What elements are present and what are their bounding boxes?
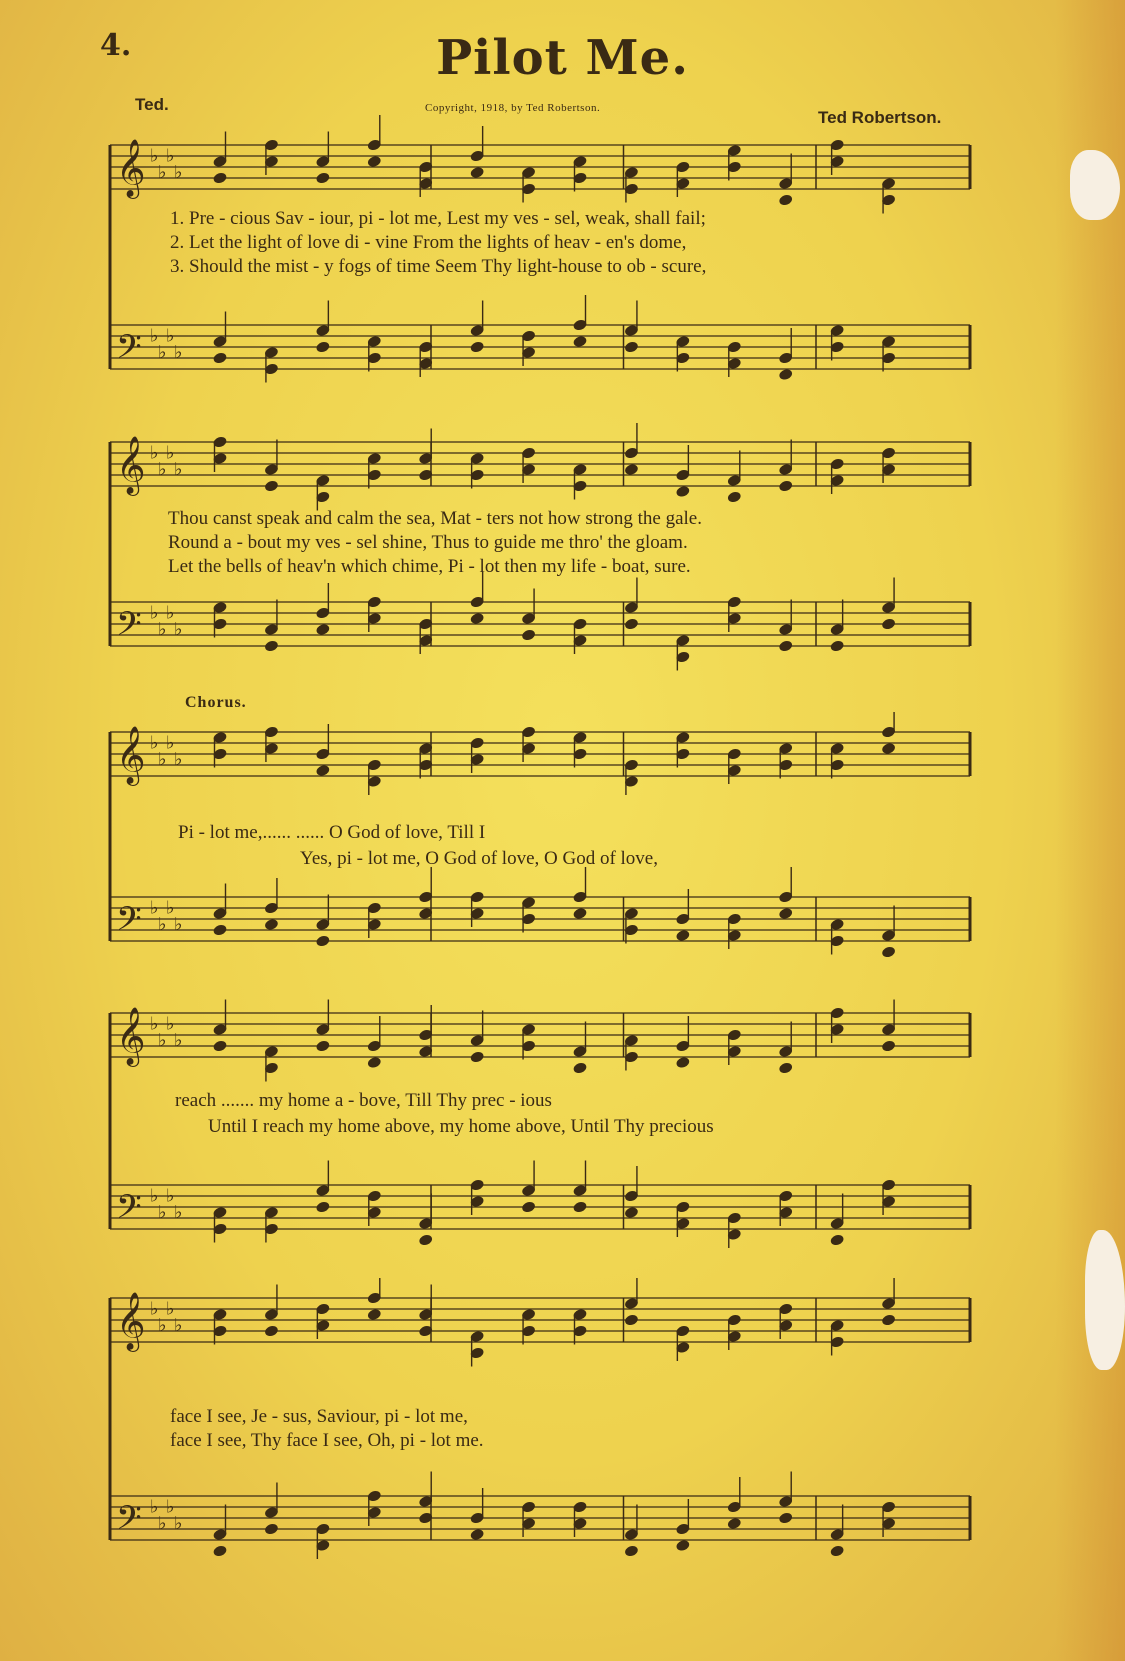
- verse-2-lyric: 2. Let the light of love di - vine From the lights of heav - en's dome,: [170, 232, 687, 253]
- note-head: [881, 742, 896, 755]
- flat-icon: ♭: [174, 619, 183, 640]
- page-edge-stain: [1055, 0, 1125, 1661]
- flat-icon: ♭: [158, 1315, 167, 1336]
- flat-icon: ♭: [174, 1202, 183, 1223]
- note-head: [624, 463, 639, 476]
- note-head: [572, 335, 587, 348]
- note-head: [881, 1313, 896, 1326]
- note-head: [675, 1056, 690, 1069]
- flat-icon: ♭: [150, 1496, 159, 1518]
- flat-icon: ♭: [166, 1496, 175, 1518]
- chorus-response-lyric: Until I reach my home above, my home above, Until Thy precious: [208, 1116, 714, 1137]
- flat-icon: ♭: [174, 914, 183, 935]
- note-head: [315, 171, 330, 184]
- note-head: [212, 923, 227, 936]
- bass-clef-icon: 𝄢: [116, 900, 142, 947]
- note-head: [624, 1544, 639, 1557]
- note-head: [778, 1511, 793, 1524]
- note-head: [212, 351, 227, 364]
- flat-icon: ♭: [158, 619, 167, 640]
- note-head: [675, 929, 690, 942]
- music-system-4: [90, 995, 1010, 1275]
- flat-icon: ♭: [150, 732, 159, 754]
- note-head: [469, 1528, 484, 1541]
- flat-icon: ♭: [166, 442, 175, 464]
- treble-clef-icon: 𝄞: [116, 1006, 146, 1065]
- bass-clef-icon: 𝄢: [116, 1188, 142, 1235]
- bass-clef-icon: 𝄢: [116, 605, 142, 652]
- flat-icon: ♭: [150, 145, 159, 167]
- note-head: [315, 340, 330, 353]
- flat-icon: ♭: [174, 749, 183, 770]
- music-system-1: [90, 115, 1010, 405]
- verse-2-lyric: Round a - bout my ves - sel shine, Thus to guide me thro' the gloam.: [168, 532, 688, 553]
- note-head: [264, 918, 279, 931]
- chorus-response-lyric: Yes, pi - lot me, O God of love, O God of love,: [300, 848, 658, 869]
- flat-icon: ♭: [150, 602, 159, 624]
- note-head: [264, 639, 279, 652]
- note-head: [727, 490, 742, 503]
- note-head: [572, 907, 587, 920]
- flat-icon: ♭: [174, 1030, 183, 1051]
- flat-icon: ♭: [166, 145, 175, 167]
- flat-icon: ♭: [174, 459, 183, 480]
- note-head: [469, 612, 484, 625]
- flat-icon: ♭: [158, 1513, 167, 1534]
- note-head: [778, 479, 793, 492]
- note-head: [829, 1233, 844, 1246]
- note-head: [264, 1324, 279, 1337]
- note-head: [572, 1061, 587, 1074]
- composer-credit: Ted Robertson.: [818, 108, 942, 127]
- note-head: [315, 1200, 330, 1213]
- note-head: [418, 1233, 433, 1246]
- chorus-soprano-lyric: face I see, Je - sus, Saviour, pi - lot me,: [170, 1406, 468, 1427]
- flat-icon: ♭: [158, 1030, 167, 1051]
- note-head: [675, 485, 690, 498]
- note-head: [521, 1200, 536, 1213]
- flat-icon: ♭: [150, 1013, 159, 1035]
- flat-icon: ♭: [158, 162, 167, 183]
- flat-icon: ♭: [158, 342, 167, 363]
- flat-icon: ♭: [158, 749, 167, 770]
- note-head: [469, 1050, 484, 1063]
- page-number: 4.: [100, 28, 132, 63]
- chorus-soprano-lyric: reach ....... my home a - bove, Till Thy prec - ious: [175, 1090, 552, 1111]
- flat-icon: ♭: [158, 459, 167, 480]
- note-head: [778, 639, 793, 652]
- verse-3-lyric: 3. Should the mist - y fogs of time Seem Thy light-house to ob - scure,: [170, 256, 707, 277]
- note-head: [778, 907, 793, 920]
- verse-1-lyric: 1. Pre - cious Sav - iour, pi - lot me, Lest my ves - sel, weak, shall fail;: [170, 208, 706, 229]
- treble-clef-icon: 𝄞: [116, 1291, 146, 1350]
- flat-icon: ♭: [158, 914, 167, 935]
- note-head: [315, 764, 330, 777]
- note-head: [212, 1544, 227, 1557]
- flat-icon: ♭: [150, 1298, 159, 1320]
- music-notation: [90, 1278, 1010, 1578]
- note-head: [624, 340, 639, 353]
- note-head: [521, 628, 536, 641]
- flat-icon: ♭: [150, 897, 159, 919]
- note-head: [315, 1039, 330, 1052]
- note-head: [264, 479, 279, 492]
- note-head: [264, 1522, 279, 1535]
- bass-clef-icon: 𝄢: [116, 328, 142, 375]
- flat-icon: ♭: [166, 897, 175, 919]
- flat-icon: ♭: [166, 1013, 175, 1035]
- note-head: [367, 1308, 382, 1321]
- bass-clef-icon: 𝄢: [116, 1499, 142, 1546]
- flat-icon: ♭: [174, 1315, 183, 1336]
- note-head: [212, 171, 227, 184]
- flat-icon: ♭: [166, 325, 175, 347]
- flat-icon: ♭: [166, 602, 175, 624]
- note-head: [624, 1206, 639, 1219]
- flat-icon: ♭: [174, 1513, 183, 1534]
- note-head: [881, 617, 896, 630]
- note-head: [315, 623, 330, 636]
- flat-icon: ♭: [166, 732, 175, 754]
- chorus-label: Chorus.: [185, 694, 247, 711]
- music-system-5: [90, 1278, 1010, 1578]
- treble-clef-icon: 𝄞: [116, 138, 146, 197]
- note-head: [315, 934, 330, 947]
- verse-3-lyric: Let the bells of heav'n which chime, Pi - lot then my life - boat, sure.: [168, 556, 691, 577]
- note-head: [881, 945, 896, 958]
- chorus-soprano-lyric: Pi - lot me,...... ...... O God of love, Till I: [178, 822, 486, 843]
- treble-clef-icon: 𝄞: [116, 725, 146, 784]
- copyright-notice: Copyright, 1918, by Ted Robertson.: [425, 102, 601, 114]
- flat-icon: ♭: [150, 1185, 159, 1207]
- note-head: [469, 166, 484, 179]
- note-head: [778, 368, 793, 381]
- note-head: [778, 193, 793, 206]
- flat-icon: ♭: [166, 1185, 175, 1207]
- note-head: [469, 340, 484, 353]
- treble-clef-icon: 𝄞: [116, 435, 146, 494]
- note-head: [675, 1539, 690, 1552]
- note-head: [727, 1517, 742, 1530]
- note-head: [367, 155, 382, 168]
- tune-name: Ted.: [135, 95, 169, 114]
- note-head: [881, 1039, 896, 1052]
- note-head: [367, 1056, 382, 1069]
- music-system-3: [90, 712, 1010, 992]
- flat-icon: ♭: [150, 325, 159, 347]
- flat-icon: ♭: [174, 342, 183, 363]
- flat-icon: ♭: [174, 162, 183, 183]
- note-head: [829, 1544, 844, 1557]
- note-head: [624, 1313, 639, 1326]
- flat-icon: ♭: [150, 442, 159, 464]
- flat-icon: ♭: [158, 1202, 167, 1223]
- verse-1-lyric: Thou canst speak and calm the sea, Mat - ters not how strong the gale.: [168, 508, 702, 529]
- flat-icon: ♭: [166, 1298, 175, 1320]
- note-head: [778, 1061, 793, 1074]
- note-head: [212, 1039, 227, 1052]
- note-head: [572, 1200, 587, 1213]
- music-system-2: [90, 412, 1010, 692]
- chorus-response-lyric: face I see, Thy face I see, Oh, pi - lot me.: [170, 1430, 484, 1451]
- hymn-title: Pilot Me.: [436, 30, 689, 86]
- note-head: [624, 617, 639, 630]
- note-head: [829, 639, 844, 652]
